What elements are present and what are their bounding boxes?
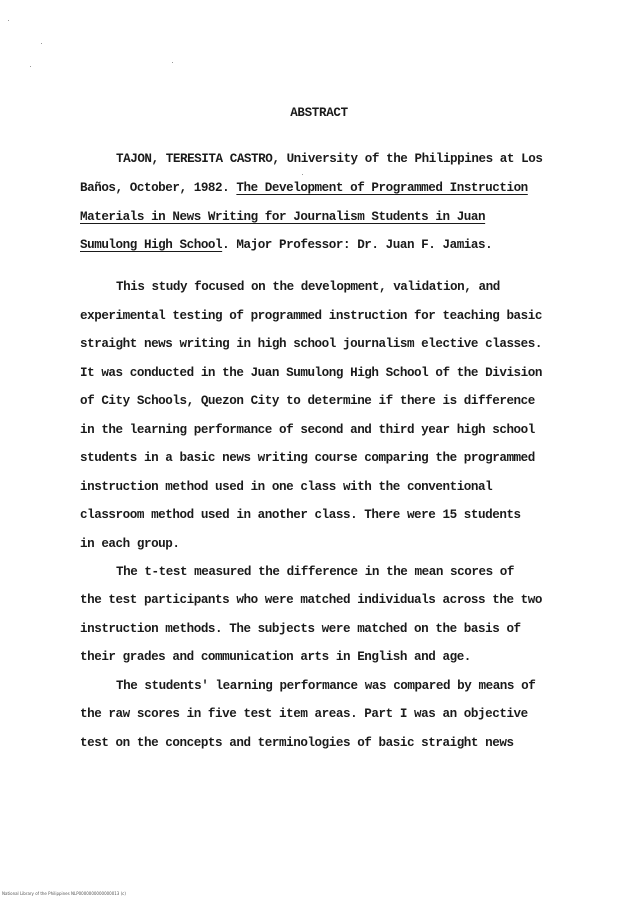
paragraph3-line: The t-test measured the difference in the mean scores of [116, 565, 515, 579]
paragraph2-line: of City Schools, Quezon City to determine if there is difference [80, 394, 535, 408]
paragraph1-line2 [80, 180, 528, 196]
paragraph4-line: The students' learning performance was compared by means of [116, 679, 536, 693]
paragraph3-line: instruction methods. The subjects were matched on the basis of [80, 622, 521, 636]
thesis-title-part3: Sumulong High School [80, 238, 223, 252]
paragraph4-line: the raw scores in five test item areas. Part I was an objective [80, 707, 528, 721]
thesis-title-part2: Materials in News Writing for Journalism Students in Juan [80, 210, 486, 224]
library-footer: National Library of the Philippines NLP0000000000000013 (c) [2, 891, 126, 896]
paragraph2-line: instruction method used in one class with the conventional [80, 480, 493, 494]
paragraph3-line: their grades and communication arts in English and age. [80, 650, 471, 664]
paragraph1-line1: TAJON, TERESITA CASTRO, University of the Philippines at Los [116, 152, 543, 166]
paragraph2-line: classroom method used in another class. There were 15 students [80, 508, 521, 522]
paragraph2-line: students in a basic news writing course comparing the programmed [80, 451, 535, 465]
paragraph2-line: experimental testing of programmed instruction for teaching basic [80, 309, 542, 323]
scan-speck [302, 174, 303, 175]
paragraph2-line: in the learning performance of second and third year high school [80, 423, 535, 437]
thesis-title-part1: The Development of Programmed Instruction [236, 181, 528, 195]
paragraph1-line4 [80, 237, 492, 253]
paragraph2-line: in each group. [80, 537, 180, 551]
abstract-heading: ABSTRACT [290, 106, 348, 120]
scan-speck [172, 62, 173, 63]
paragraph3-line: the test participants who were matched individuals across the two [80, 593, 542, 607]
paragraph1-line4-suffix: . Major Professor: Dr. Juan F. Jamias. [222, 238, 493, 252]
scan-speck [30, 66, 31, 67]
scan-speck [41, 43, 42, 44]
paragraph4-line: test on the concepts and terminologies of basic straight news [80, 736, 514, 750]
paragraph2-line: It was conducted in the Juan Sumulong High School of the Division [80, 366, 542, 380]
paragraph2-line: straight news writing in high school journalism elective classes. [80, 337, 542, 351]
scan-speck [8, 20, 9, 21]
paragraph1-line3 [80, 209, 485, 225]
paragraph1-line2-prefix: Baños, October, 1982. [80, 181, 237, 195]
paragraph2-line: This study focused on the development, validation, and [116, 280, 500, 294]
